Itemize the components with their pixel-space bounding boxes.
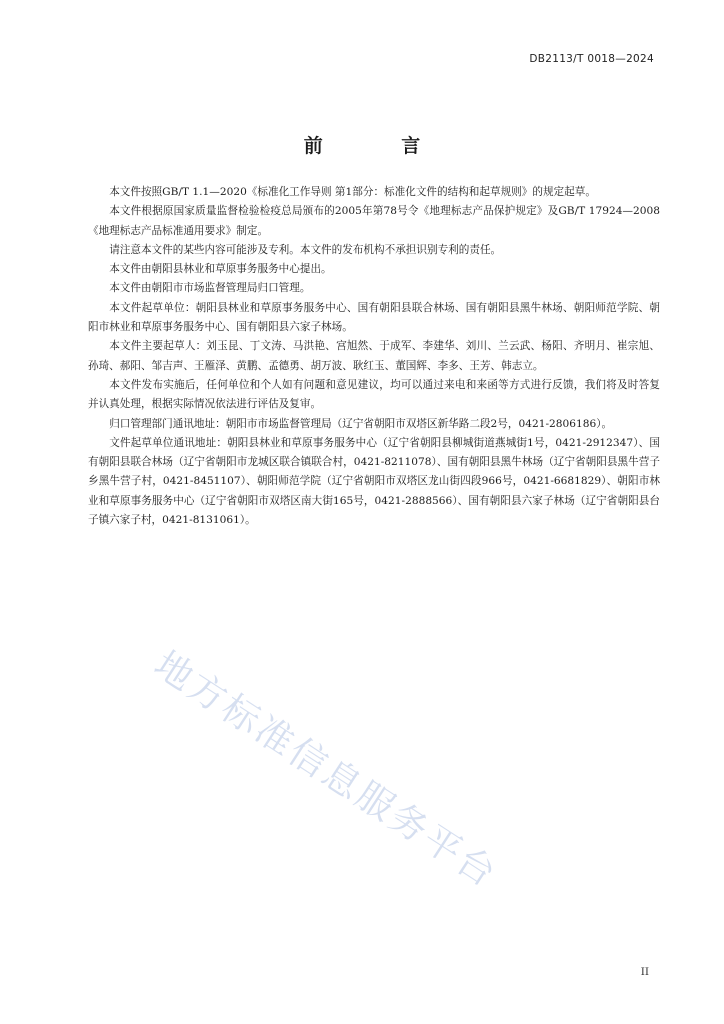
document-code: DB2113/T 0018—2024 — [529, 53, 654, 65]
paragraph-feedback: 本文件发布实施后，任何单位和个人如有问题和意见建议，均可以通过来电和来函等方式进行反馈，我们将及时答复并认真处理，根据实际情况依法进行评估及复审。 — [88, 378, 660, 411]
paragraph-drafters: 本文件主要起草人：刘玉昆、丁文涛、马洪艳、宫旭然、于成军、李建华、刘川、兰云武、杨阳、齐明月、崔宗旭、孙琦、郝阳、邹吉声、王雁泽、黄鹏、孟德勇、胡万波、耿红玉、董国辉、李多、王芳、韩志立。 — [88, 340, 660, 372]
paragraph-basis: 本文件根据原国家质量监督检验检疫总局颁布的2005年第78号令《地理标志产品保护规定》及GB/T 17924—2008《地理标志产品标准通用要求》制定。 — [88, 205, 660, 237]
page-title: 前 言 — [303, 135, 457, 157]
paragraph-drafter-addresses: 文件起草单位通讯地址：朝阳县林业和草原事务服务中心（辽宁省朝阳县柳城街道燕城街1号，0421-2912347）、国有朝阳县联合林场（辽宁省朝阳市龙城区联合镇联合村，0421-8211078）、国有朝阳县黑牛林场（辽宁省朝阳县黑牛营子乡黑牛营子村，0421-8451107）、朝阳师范学院（辽宁省朝阳市双塔区龙山街四段966号，0421-6681829）、朝阳市林业和草原事务服务中心（辽宁省朝阳市双塔区南大街165号，0421-2888566）、国有朝阳县六家子林场（辽宁省朝阳县台子镇六家子村，0421-8131061）。 — [88, 436, 660, 527]
watermark: 地方标准信息服务平台 — [146, 642, 506, 897]
paragraph-admin-address: 归口管理部门通讯地址：朝阳市市场监督管理局（辽宁省朝阳市双塔区新华路二段2号，0421-2806186）。 — [109, 417, 613, 430]
paragraph-proposer: 本文件由朝阳县林业和草原事务服务中心提出。 — [109, 263, 332, 276]
page-number: II — [640, 966, 649, 978]
paragraph-drafting-units: 本文件起草单位：朝阳县林业和草原事务服务中心、国有朝阳县联合林场、国有朝阳县黑牛林场、朝阳师范学院、朝阳市林业和草原事务服务中心、国有朝阳县六家子林场。 — [88, 301, 660, 334]
foreword-body — [88, 183, 660, 530]
paragraph-administrator: 本文件由朝阳市市场监督管理局归口管理。 — [109, 282, 311, 295]
paragraph-patent-notice: 请注意本文件的某些内容可能涉及专利。本文件的发布机构不承担识别专利的责任。 — [109, 243, 502, 256]
paragraph-drafting-rules: 本文件按照GB/T 1.1—2020《标准化工作导则 第1部分：标准化文件的结构和起草规则》的规定起草。 — [109, 186, 596, 198]
